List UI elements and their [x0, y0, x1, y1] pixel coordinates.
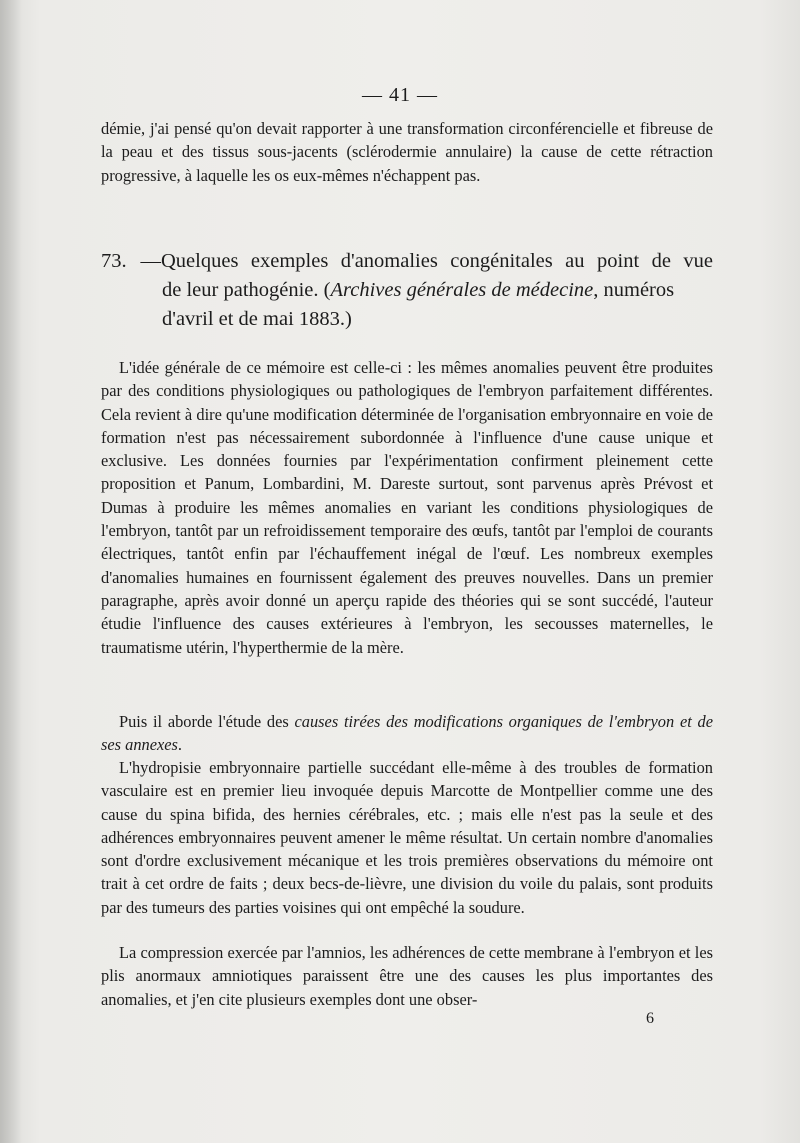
page-fold-shadow — [0, 0, 22, 1143]
paragraph-general-idea: L'idée générale de ce mémoire est celle-ci : les mêmes anomalies peuvent être produites par des conditions physiologiques ou pathologiques de l'embryon parfaitement différentes. Cela revient à dire qu'une modification déterminée de l'organisation embryonnaire en voie de formation n'est pas nécessairement subordonnée à l'influence d'une cause unique et exclusive. Les données fournies par l'expérimentation confirment pleinement cette proposition et Panum, Lombardini, M. Dareste surtout, sont parvenus après Prévost et Dumas à produire les mêmes anomalies en variant les conditions physiologiques de l'embryon, tantôt par un refroidissement temporaire des œufs, tantôt par l'emploi de courants électriques, tantôt enfin par l'échauffement inégal de l'œuf. Les nombreux exemples d'anomalies humaines en fournissent également des preuves nouvelles. Dans un premier paragraphe, après avoir donné un aperçu rapide des théories qui se sont succédé, l'auteur étudie l'influence des causes extérieures à l'embryon, les secousses maternelles, le traumatisme utérin, l'hyperthermie de la mère. — [101, 358, 713, 657]
page-number: — 41 — — [362, 84, 438, 106]
paragraph-3-italic: causes tirées des modifications organiques de l'embryon et de ses annexes — [101, 712, 713, 755]
paragraph-3-tail: . — [177, 735, 183, 755]
paragraph-3-lead: Puis il aborde l'étude des — [119, 712, 295, 731]
heading-title-part1: Quelques exemples d'anomalies congénitales au point de vue — [161, 250, 713, 272]
paragraph-organic-causes — [101, 710, 713, 757]
paragraph-amnios: La compression exercée par l'amnios, les adhérences de cette membrane à l'embryon et les plis anormaux amniotiques paraissent être une des causes les plus importantes des anomalies, et j'en cite plusieurs exemples dont une obser- — [101, 943, 713, 1009]
heading-title-part3: , numéros — [593, 279, 675, 301]
heading-line-2 — [101, 276, 713, 305]
heading-line-3 — [101, 305, 713, 334]
journal-name: Archives générales de médecine — [330, 279, 594, 301]
section-heading — [101, 247, 713, 334]
heading-title-part2: de leur pathogénie. ( — [162, 279, 331, 301]
paragraph-continuation: démie, j'ai pensé qu'on devait rapporter à une transformation circonférencielle et fibreuse de la peau et des tissus sous-jacents (sclérodermie annulaire) la cause de cette rétraction progressive, à laquelle les os eux-mêmes n'échappent pas. — [101, 119, 713, 185]
heading-line-1 — [101, 247, 713, 276]
paragraph-hydropisie: L'hydropisie embryonnaire partielle succédant elle-même à des troubles de formation vasculaire est en premier lieu invoquée depuis Marcotte de Montpellier comme une des cause du spina bifida, des hernies cérébrales, etc. ; mais elle n'est pas la seule et des adhérences embryonnaires peuvent amener le même résultat. Un certain nombre d'anomalies sont d'ordre exclusivement mécanique et les trois premières observations du mémoire ont trait à cet ordre de faits ; deux becs-de-lièvre, une division du voile du palais, sont produits par des tumeurs des parties voisines qui ont empêché la soudure. — [101, 758, 713, 917]
section-number: 73. — — [101, 250, 161, 272]
signature-mark: 6 — [646, 1010, 654, 1027]
heading-title-part4: d'avril et de mai 1883.) — [162, 308, 352, 330]
